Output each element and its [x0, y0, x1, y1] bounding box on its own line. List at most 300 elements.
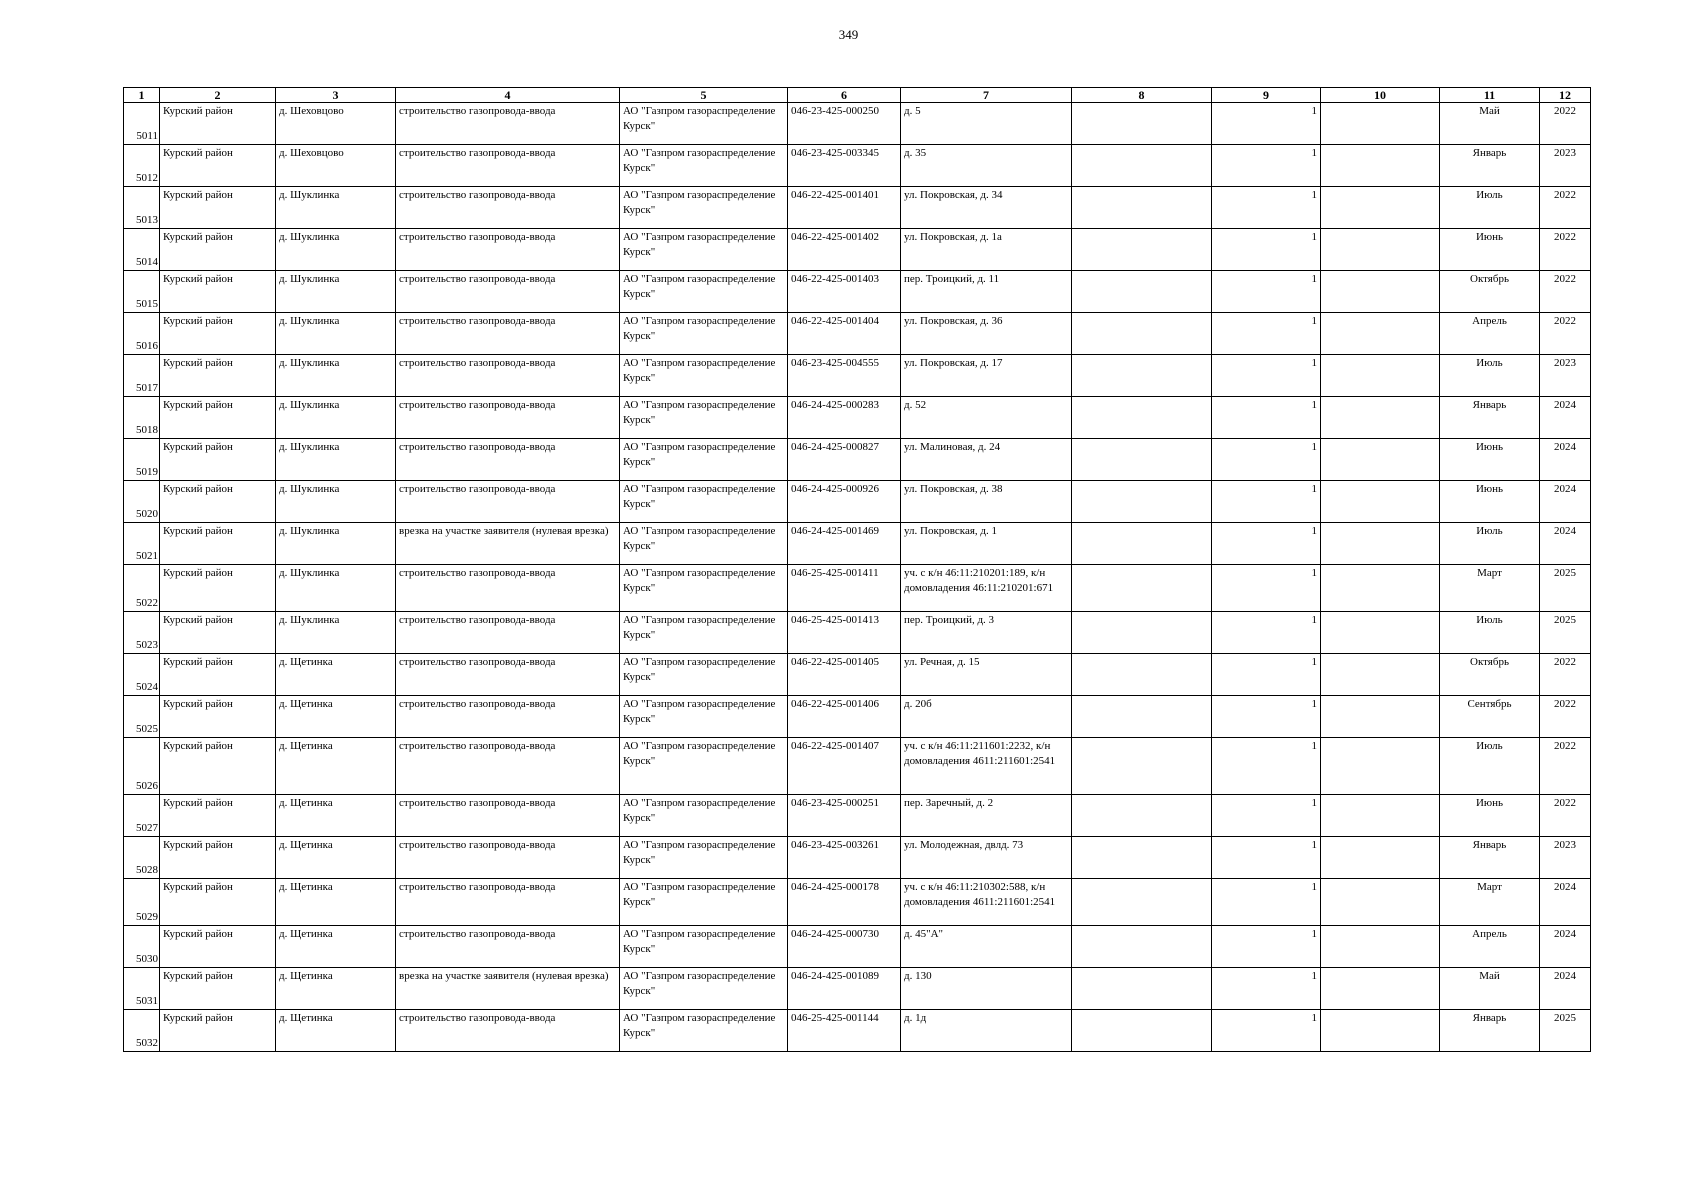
work-type-cell: строительство газопровода-ввода [396, 696, 620, 738]
quantity-cell: 1 [1212, 926, 1321, 968]
month-cell: Апрель [1440, 313, 1540, 355]
district-cell: Курский район [160, 879, 276, 926]
row-number-cell: 5018 [124, 397, 160, 439]
code-cell: 046-23-425-003261 [788, 837, 901, 879]
work-type-cell: строительство газопровода-ввода [396, 1010, 620, 1052]
code-cell: 046-24-425-000926 [788, 481, 901, 523]
row-number-cell: 5019 [124, 439, 160, 481]
table-row [124, 481, 1591, 523]
district-cell: Курский район [160, 1010, 276, 1052]
year-cell: 2022 [1540, 696, 1591, 738]
column-8-cell [1072, 439, 1212, 481]
table-row [124, 795, 1591, 837]
column-8-cell [1072, 696, 1212, 738]
month-cell: Май [1440, 968, 1540, 1010]
year-cell: 2025 [1540, 1010, 1591, 1052]
district-cell: Курский район [160, 145, 276, 187]
column-8-cell [1072, 313, 1212, 355]
column-10-cell [1321, 612, 1440, 654]
quantity-cell: 1 [1212, 439, 1321, 481]
address-cell: д. 5 [901, 103, 1072, 145]
column-header: 9 [1212, 88, 1321, 103]
locality-cell: д. Шуклинка [276, 481, 396, 523]
work-type-cell: строительство газопровода-ввода [396, 229, 620, 271]
column-8-cell [1072, 654, 1212, 696]
year-cell: 2022 [1540, 313, 1591, 355]
address-cell: ул. Покровская, д. 1 [901, 523, 1072, 565]
quantity-cell: 1 [1212, 879, 1321, 926]
quantity-cell: 1 [1212, 837, 1321, 879]
year-cell: 2023 [1540, 355, 1591, 397]
column-10-cell [1321, 565, 1440, 612]
column-header: 8 [1072, 88, 1212, 103]
district-cell: Курский район [160, 926, 276, 968]
year-cell: 2022 [1540, 271, 1591, 313]
column-header: 12 [1540, 88, 1591, 103]
quantity-cell: 1 [1212, 313, 1321, 355]
column-header: 1 [124, 88, 160, 103]
address-cell: пер. Троицкий, д. 11 [901, 271, 1072, 313]
work-type-cell: строительство газопровода-ввода [396, 313, 620, 355]
locality-cell: д. Щетинка [276, 926, 396, 968]
column-8-cell [1072, 565, 1212, 612]
row-number-cell: 5011 [124, 103, 160, 145]
year-cell: 2022 [1540, 795, 1591, 837]
column-10-cell [1321, 879, 1440, 926]
row-number-cell: 5023 [124, 612, 160, 654]
organization-cell: АО "Газпром газораспределение Курск" [620, 439, 788, 481]
year-cell: 2022 [1540, 229, 1591, 271]
locality-cell: д. Щетинка [276, 738, 396, 795]
organization-cell: АО "Газпром газораспределение Курск" [620, 481, 788, 523]
work-type-cell: строительство газопровода-ввода [396, 565, 620, 612]
locality-cell: д. Шуклинка [276, 397, 396, 439]
row-number-cell: 5015 [124, 271, 160, 313]
code-cell: 046-25-425-001144 [788, 1010, 901, 1052]
column-10-cell [1321, 271, 1440, 313]
table-row [124, 926, 1591, 968]
year-cell: 2025 [1540, 612, 1591, 654]
address-cell: д. 1д [901, 1010, 1072, 1052]
work-type-cell: строительство газопровода-ввода [396, 738, 620, 795]
organization-cell: АО "Газпром газораспределение Курск" [620, 523, 788, 565]
locality-cell: д. Щетинка [276, 795, 396, 837]
district-cell: Курский район [160, 523, 276, 565]
address-cell: д. 20б [901, 696, 1072, 738]
district-cell: Курский район [160, 696, 276, 738]
locality-cell: д. Шуклинка [276, 229, 396, 271]
month-cell: Апрель [1440, 926, 1540, 968]
row-number-cell: 5024 [124, 654, 160, 696]
code-cell: 046-24-425-001469 [788, 523, 901, 565]
organization-cell: АО "Газпром газораспределение Курск" [620, 397, 788, 439]
address-cell: уч. с к/н 46:11:210302:588, к/н домовладения 4611:211601:2541 [901, 879, 1072, 926]
row-number-cell: 5026 [124, 738, 160, 795]
year-cell: 2024 [1540, 926, 1591, 968]
organization-cell: АО "Газпром газораспределение Курск" [620, 313, 788, 355]
table-row [124, 837, 1591, 879]
work-type-cell: строительство газопровода-ввода [396, 145, 620, 187]
address-cell: уч. с к/н 46:11:211601:2232, к/н домовладения 4611:211601:2541 [901, 738, 1072, 795]
work-type-cell: строительство газопровода-ввода [396, 926, 620, 968]
year-cell: 2024 [1540, 968, 1591, 1010]
year-cell: 2023 [1540, 837, 1591, 879]
locality-cell: д. Щетинка [276, 879, 396, 926]
column-header: 11 [1440, 88, 1540, 103]
address-cell: д. 130 [901, 968, 1072, 1010]
code-cell: 046-22-425-001402 [788, 229, 901, 271]
column-8-cell [1072, 523, 1212, 565]
row-number-cell: 5028 [124, 837, 160, 879]
column-10-cell [1321, 795, 1440, 837]
table-row [124, 565, 1591, 612]
address-cell: ул. Покровская, д. 38 [901, 481, 1072, 523]
column-10-cell [1321, 1010, 1440, 1052]
address-cell: ул. Покровская, д. 36 [901, 313, 1072, 355]
row-number-cell: 5013 [124, 187, 160, 229]
district-cell: Курский район [160, 837, 276, 879]
year-cell: 2024 [1540, 397, 1591, 439]
address-cell: д. 45"А" [901, 926, 1072, 968]
work-type-cell: строительство газопровода-ввода [396, 187, 620, 229]
table-row [124, 355, 1591, 397]
code-cell: 046-22-425-001406 [788, 696, 901, 738]
column-10-cell [1321, 187, 1440, 229]
district-cell: Курский район [160, 565, 276, 612]
locality-cell: д. Шуклинка [276, 355, 396, 397]
year-cell: 2024 [1540, 481, 1591, 523]
column-8-cell [1072, 103, 1212, 145]
table-row [124, 145, 1591, 187]
column-8-cell [1072, 879, 1212, 926]
code-cell: 046-25-425-001413 [788, 612, 901, 654]
table-row [124, 229, 1591, 271]
month-cell: Июнь [1440, 439, 1540, 481]
district-cell: Курский район [160, 654, 276, 696]
organization-cell: АО "Газпром газораспределение Курск" [620, 696, 788, 738]
column-8-cell [1072, 926, 1212, 968]
locality-cell: д. Шеховцово [276, 103, 396, 145]
year-cell: 2024 [1540, 439, 1591, 481]
district-cell: Курский район [160, 229, 276, 271]
column-header: 6 [788, 88, 901, 103]
address-cell: пер. Троицкий, д. 3 [901, 612, 1072, 654]
column-header: 5 [620, 88, 788, 103]
row-number-cell: 5031 [124, 968, 160, 1010]
year-cell: 2023 [1540, 145, 1591, 187]
column-10-cell [1321, 313, 1440, 355]
month-cell: Июнь [1440, 481, 1540, 523]
row-number-cell: 5021 [124, 523, 160, 565]
row-number-cell: 5032 [124, 1010, 160, 1052]
organization-cell: АО "Газпром газораспределение Курск" [620, 187, 788, 229]
address-cell: ул. Покровская, д. 34 [901, 187, 1072, 229]
organization-cell: АО "Газпром газораспределение Курск" [620, 103, 788, 145]
column-10-cell [1321, 926, 1440, 968]
district-cell: Курский район [160, 612, 276, 654]
column-8-cell [1072, 738, 1212, 795]
code-cell: 046-25-425-001411 [788, 565, 901, 612]
column-8-cell [1072, 968, 1212, 1010]
address-cell: ул. Малиновая, д. 24 [901, 439, 1072, 481]
month-cell: Июль [1440, 187, 1540, 229]
row-number-cell: 5025 [124, 696, 160, 738]
row-number-cell: 5020 [124, 481, 160, 523]
district-cell: Курский район [160, 187, 276, 229]
district-cell: Курский район [160, 968, 276, 1010]
work-type-cell: врезка на участке заявителя (нулевая врезка) [396, 523, 620, 565]
code-cell: 046-23-425-000251 [788, 795, 901, 837]
work-type-cell: строительство газопровода-ввода [396, 103, 620, 145]
quantity-cell: 1 [1212, 968, 1321, 1010]
column-8-cell [1072, 837, 1212, 879]
row-number-cell: 5017 [124, 355, 160, 397]
column-10-cell [1321, 654, 1440, 696]
table-body [124, 103, 1591, 1052]
organization-cell: АО "Газпром газораспределение Курск" [620, 355, 788, 397]
quantity-cell: 1 [1212, 523, 1321, 565]
locality-cell: д. Щетинка [276, 837, 396, 879]
month-cell: Январь [1440, 1010, 1540, 1052]
row-number-cell: 5027 [124, 795, 160, 837]
table-row [124, 879, 1591, 926]
organization-cell: АО "Газпром газораспределение Курск" [620, 879, 788, 926]
quantity-cell: 1 [1212, 795, 1321, 837]
month-cell: Октябрь [1440, 271, 1540, 313]
column-8-cell [1072, 187, 1212, 229]
address-cell: ул. Покровская, д. 17 [901, 355, 1072, 397]
column-10-cell [1321, 968, 1440, 1010]
locality-cell: д. Шуклинка [276, 523, 396, 565]
month-cell: Октябрь [1440, 654, 1540, 696]
column-10-cell [1321, 738, 1440, 795]
year-cell: 2022 [1540, 738, 1591, 795]
quantity-cell: 1 [1212, 612, 1321, 654]
table-row [124, 738, 1591, 795]
quantity-cell: 1 [1212, 654, 1321, 696]
month-cell: Июль [1440, 355, 1540, 397]
column-header: 10 [1321, 88, 1440, 103]
district-cell: Курский район [160, 481, 276, 523]
month-cell: Июль [1440, 523, 1540, 565]
organization-cell: АО "Газпром газораспределение Курск" [620, 968, 788, 1010]
address-cell: д. 35 [901, 145, 1072, 187]
address-cell: ул. Молодежная, двлд. 73 [901, 837, 1072, 879]
column-10-cell [1321, 103, 1440, 145]
month-cell: Июнь [1440, 229, 1540, 271]
code-cell: 046-22-425-001401 [788, 187, 901, 229]
code-cell: 046-24-425-000827 [788, 439, 901, 481]
quantity-cell: 1 [1212, 565, 1321, 612]
row-number-cell: 5012 [124, 145, 160, 187]
column-8-cell [1072, 481, 1212, 523]
work-type-cell: строительство газопровода-ввода [396, 481, 620, 523]
organization-cell: АО "Газпром газораспределение Курск" [620, 1010, 788, 1052]
table-row [124, 103, 1591, 145]
month-cell: Май [1440, 103, 1540, 145]
locality-cell: д. Шуклинка [276, 187, 396, 229]
work-type-cell: строительство газопровода-ввода [396, 879, 620, 926]
code-cell: 046-24-425-000283 [788, 397, 901, 439]
quantity-cell: 1 [1212, 738, 1321, 795]
column-10-cell [1321, 481, 1440, 523]
code-cell: 046-22-425-001404 [788, 313, 901, 355]
column-10-cell [1321, 229, 1440, 271]
address-cell: ул. Речная, д. 15 [901, 654, 1072, 696]
organization-cell: АО "Газпром газораспределение Курск" [620, 565, 788, 612]
row-number-cell: 5029 [124, 879, 160, 926]
column-10-cell [1321, 696, 1440, 738]
table-row [124, 968, 1591, 1010]
month-cell: Июль [1440, 612, 1540, 654]
quantity-cell: 1 [1212, 145, 1321, 187]
organization-cell: АО "Газпром газораспределение Курск" [620, 271, 788, 313]
column-8-cell [1072, 397, 1212, 439]
column-10-cell [1321, 355, 1440, 397]
work-type-cell: строительство газопровода-ввода [396, 795, 620, 837]
column-8-cell [1072, 229, 1212, 271]
table-row [124, 397, 1591, 439]
column-10-cell [1321, 145, 1440, 187]
code-cell: 046-23-425-004555 [788, 355, 901, 397]
table-row [124, 271, 1591, 313]
work-type-cell: строительство газопровода-ввода [396, 271, 620, 313]
table-row [124, 612, 1591, 654]
work-type-cell: строительство газопровода-ввода [396, 439, 620, 481]
month-cell: Январь [1440, 397, 1540, 439]
month-cell: Январь [1440, 837, 1540, 879]
month-cell: Март [1440, 565, 1540, 612]
locality-cell: д. Шуклинка [276, 439, 396, 481]
column-header: 3 [276, 88, 396, 103]
year-cell: 2022 [1540, 654, 1591, 696]
table-row [124, 654, 1591, 696]
year-cell: 2022 [1540, 103, 1591, 145]
locality-cell: д. Щетинка [276, 968, 396, 1010]
code-cell: 046-23-425-003345 [788, 145, 901, 187]
locality-cell: д. Шуклинка [276, 271, 396, 313]
code-cell: 046-24-425-001089 [788, 968, 901, 1010]
organization-cell: АО "Газпром газораспределение Курск" [620, 612, 788, 654]
address-cell: уч. с к/н 46:11:210201:189, к/н домовладения 46:11:210201:671 [901, 565, 1072, 612]
column-10-cell [1321, 837, 1440, 879]
locality-cell: д. Шеховцово [276, 145, 396, 187]
code-cell: 046-22-425-001405 [788, 654, 901, 696]
month-cell: Сентябрь [1440, 696, 1540, 738]
organization-cell: АО "Газпром газораспределение Курск" [620, 926, 788, 968]
registry-table [123, 87, 1591, 1052]
year-cell: 2022 [1540, 187, 1591, 229]
column-10-cell [1321, 439, 1440, 481]
month-cell: Июль [1440, 738, 1540, 795]
row-number-cell: 5014 [124, 229, 160, 271]
column-8-cell [1072, 355, 1212, 397]
work-type-cell: строительство газопровода-ввода [396, 355, 620, 397]
month-cell: Январь [1440, 145, 1540, 187]
row-number-cell: 5022 [124, 565, 160, 612]
district-cell: Курский район [160, 355, 276, 397]
column-header: 4 [396, 88, 620, 103]
row-number-cell: 5016 [124, 313, 160, 355]
work-type-cell: врезка на участке заявителя (нулевая врезка) [396, 968, 620, 1010]
quantity-cell: 1 [1212, 229, 1321, 271]
district-cell: Курский район [160, 795, 276, 837]
code-cell: 046-24-425-000178 [788, 879, 901, 926]
column-header: 7 [901, 88, 1072, 103]
month-cell: Март [1440, 879, 1540, 926]
organization-cell: АО "Газпром газораспределение Курск" [620, 654, 788, 696]
organization-cell: АО "Газпром газораспределение Курск" [620, 795, 788, 837]
quantity-cell: 1 [1212, 271, 1321, 313]
district-cell: Курский район [160, 271, 276, 313]
column-8-cell [1072, 795, 1212, 837]
organization-cell: АО "Газпром газораспределение Курск" [620, 145, 788, 187]
row-number-cell: 5030 [124, 926, 160, 968]
column-10-cell [1321, 397, 1440, 439]
quantity-cell: 1 [1212, 696, 1321, 738]
table-row [124, 696, 1591, 738]
locality-cell: д. Шуклинка [276, 565, 396, 612]
code-cell: 046-22-425-001407 [788, 738, 901, 795]
work-type-cell: строительство газопровода-ввода [396, 397, 620, 439]
locality-cell: д. Шуклинка [276, 612, 396, 654]
column-10-cell [1321, 523, 1440, 565]
organization-cell: АО "Газпром газораспределение Курск" [620, 229, 788, 271]
table-row [124, 1010, 1591, 1052]
quantity-cell: 1 [1212, 397, 1321, 439]
district-cell: Курский район [160, 397, 276, 439]
address-cell: пер. Заречный, д. 2 [901, 795, 1072, 837]
district-cell: Курский район [160, 313, 276, 355]
month-cell: Июнь [1440, 795, 1540, 837]
organization-cell: АО "Газпром газораспределение Курск" [620, 738, 788, 795]
quantity-cell: 1 [1212, 103, 1321, 145]
address-cell: д. 52 [901, 397, 1072, 439]
table-row [124, 439, 1591, 481]
table-row [124, 523, 1591, 565]
code-cell: 046-24-425-000730 [788, 926, 901, 968]
column-header: 2 [160, 88, 276, 103]
code-cell: 046-22-425-001403 [788, 271, 901, 313]
code-cell: 046-23-425-000250 [788, 103, 901, 145]
quantity-cell: 1 [1212, 1010, 1321, 1052]
locality-cell: д. Шуклинка [276, 313, 396, 355]
work-type-cell: строительство газопровода-ввода [396, 837, 620, 879]
page-number: 349 [838, 27, 859, 42]
year-cell: 2025 [1540, 565, 1591, 612]
column-8-cell [1072, 145, 1212, 187]
table-row [124, 187, 1591, 229]
district-cell: Курский район [160, 439, 276, 481]
year-cell: 2024 [1540, 879, 1591, 926]
work-type-cell: строительство газопровода-ввода [396, 612, 620, 654]
locality-cell: д. Щетинка [276, 696, 396, 738]
column-8-cell [1072, 1010, 1212, 1052]
year-cell: 2024 [1540, 523, 1591, 565]
locality-cell: д. Щетинка [276, 1010, 396, 1052]
column-8-cell [1072, 612, 1212, 654]
table-row [124, 313, 1591, 355]
district-cell: Курский район [160, 103, 276, 145]
quantity-cell: 1 [1212, 481, 1321, 523]
quantity-cell: 1 [1212, 355, 1321, 397]
work-type-cell: строительство газопровода-ввода [396, 654, 620, 696]
district-cell: Курский район [160, 738, 276, 795]
organization-cell: АО "Газпром газораспределение Курск" [620, 837, 788, 879]
address-cell: ул. Покровская, д. 1а [901, 229, 1072, 271]
table-header-row [124, 88, 1591, 103]
column-8-cell [1072, 271, 1212, 313]
